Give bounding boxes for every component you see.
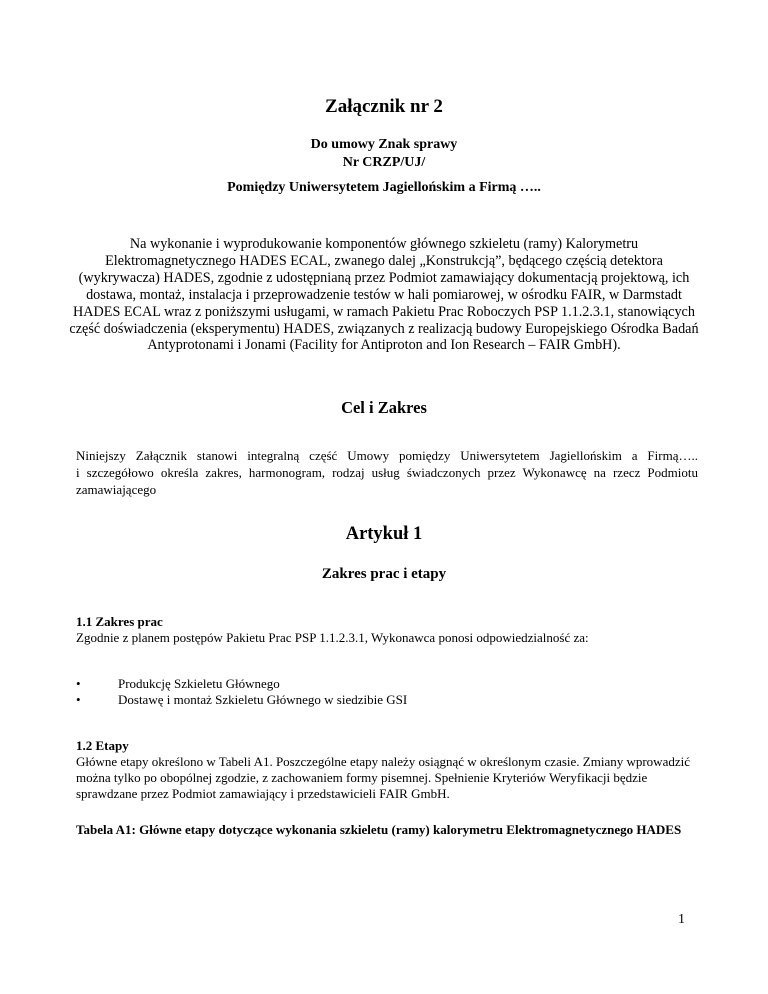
contract-line-1: Do umowy Znak sprawy xyxy=(310,137,458,152)
section-1-2-text: Główne etapy określono w Tabeli A1. Poszczególne etapy należy osiągnąć w określonym czasie. Zmiany wprowadzić można tylko po obopólnej zgodzie, z zachowaniem formy pisemnej. Spełnienie Kryteriów Weryfikacji będzie sprawdzane przez Podmiot zamawiający i przedstawicieli FAIR GmbH. xyxy=(76,754,690,801)
list-item-text: Dostawę i montaż Szkieletu Głównego w siedzibie GSI xyxy=(118,692,408,707)
parties-line: Pomiędzy Uniwersytetem Jagiellońskim a Firmą ….. xyxy=(227,180,541,195)
bullet-icon: • xyxy=(76,692,81,707)
purpose-heading: Cel i Zakres xyxy=(341,398,427,417)
list-item-text: Produkcję Szkieletu Głównego xyxy=(118,676,280,691)
contract-line-2: Nr CRZP/UJ/ xyxy=(342,155,426,170)
article-heading: Artykuł 1 xyxy=(345,524,423,544)
bullet-icon: • xyxy=(76,676,81,691)
purpose-line-rest: i szczegółowo określa zakres, harmonogram, rodzaj usług świadczonych przez Wykonawcę na rzecz Podmiotu zamawiającego xyxy=(76,465,698,497)
article-subheading: Zakres prac i etapy xyxy=(321,566,447,582)
table-caption: Tabela A1: Główne etapy dotyczące wykonania szkieletu (ramy) kalorymetru Elektromagnetycznego HADES xyxy=(76,822,682,837)
contract-reference xyxy=(0,136,768,172)
page-number: 1 xyxy=(678,912,685,927)
purpose-paragraph xyxy=(76,447,698,498)
section-1-1-heading: 1.1 Zakres prac xyxy=(76,614,163,629)
annex-title: Załącznik nr 2 xyxy=(325,96,443,117)
section-1-2-heading: 1.2 Etapy xyxy=(76,738,129,753)
section-1-1-text: Zgodnie z planem postępów Pakietu Prac PSP 1.1.2.3.1, Wykonawca ponosi odpowiedzialność za: xyxy=(76,630,589,645)
intro-paragraph: Na wykonanie i wyprodukowanie komponentów głównego szkieletu (ramy) Kalorymetru Elektromagnetycznego HADES ECAL, zwanego dalej „Konstrukcją”, będącego częścią detektora (wykrywacza) HADES, zgodnie z udostępnianą przez Podmiot zamawiający dokumentacją projektową, ich dostawa, montaż, instalacja i przeprowadzenie testów w hali pomiarowej, w ośrodku FAIR, w Darmstadt HADES ECAL wraz z poniższymi usługami, w ramach Pakietu Prac Roboczych PSP 1.1.2.3.1, stanowiących część doświadczenia (eksperymentu) HADES, związanych z realizacją budowy Europejskiego Ośrodka Badań Antyprotonami i Jonami (Facility for Antiproton and Ion Research – FAIR GmbH). xyxy=(69,236,699,354)
purpose-line-1: Niniejszy Załącznik stanowi integralną część Umowy pomiędzy Uniwersytetem Jagiellońskim a Firmą….. xyxy=(76,448,698,463)
